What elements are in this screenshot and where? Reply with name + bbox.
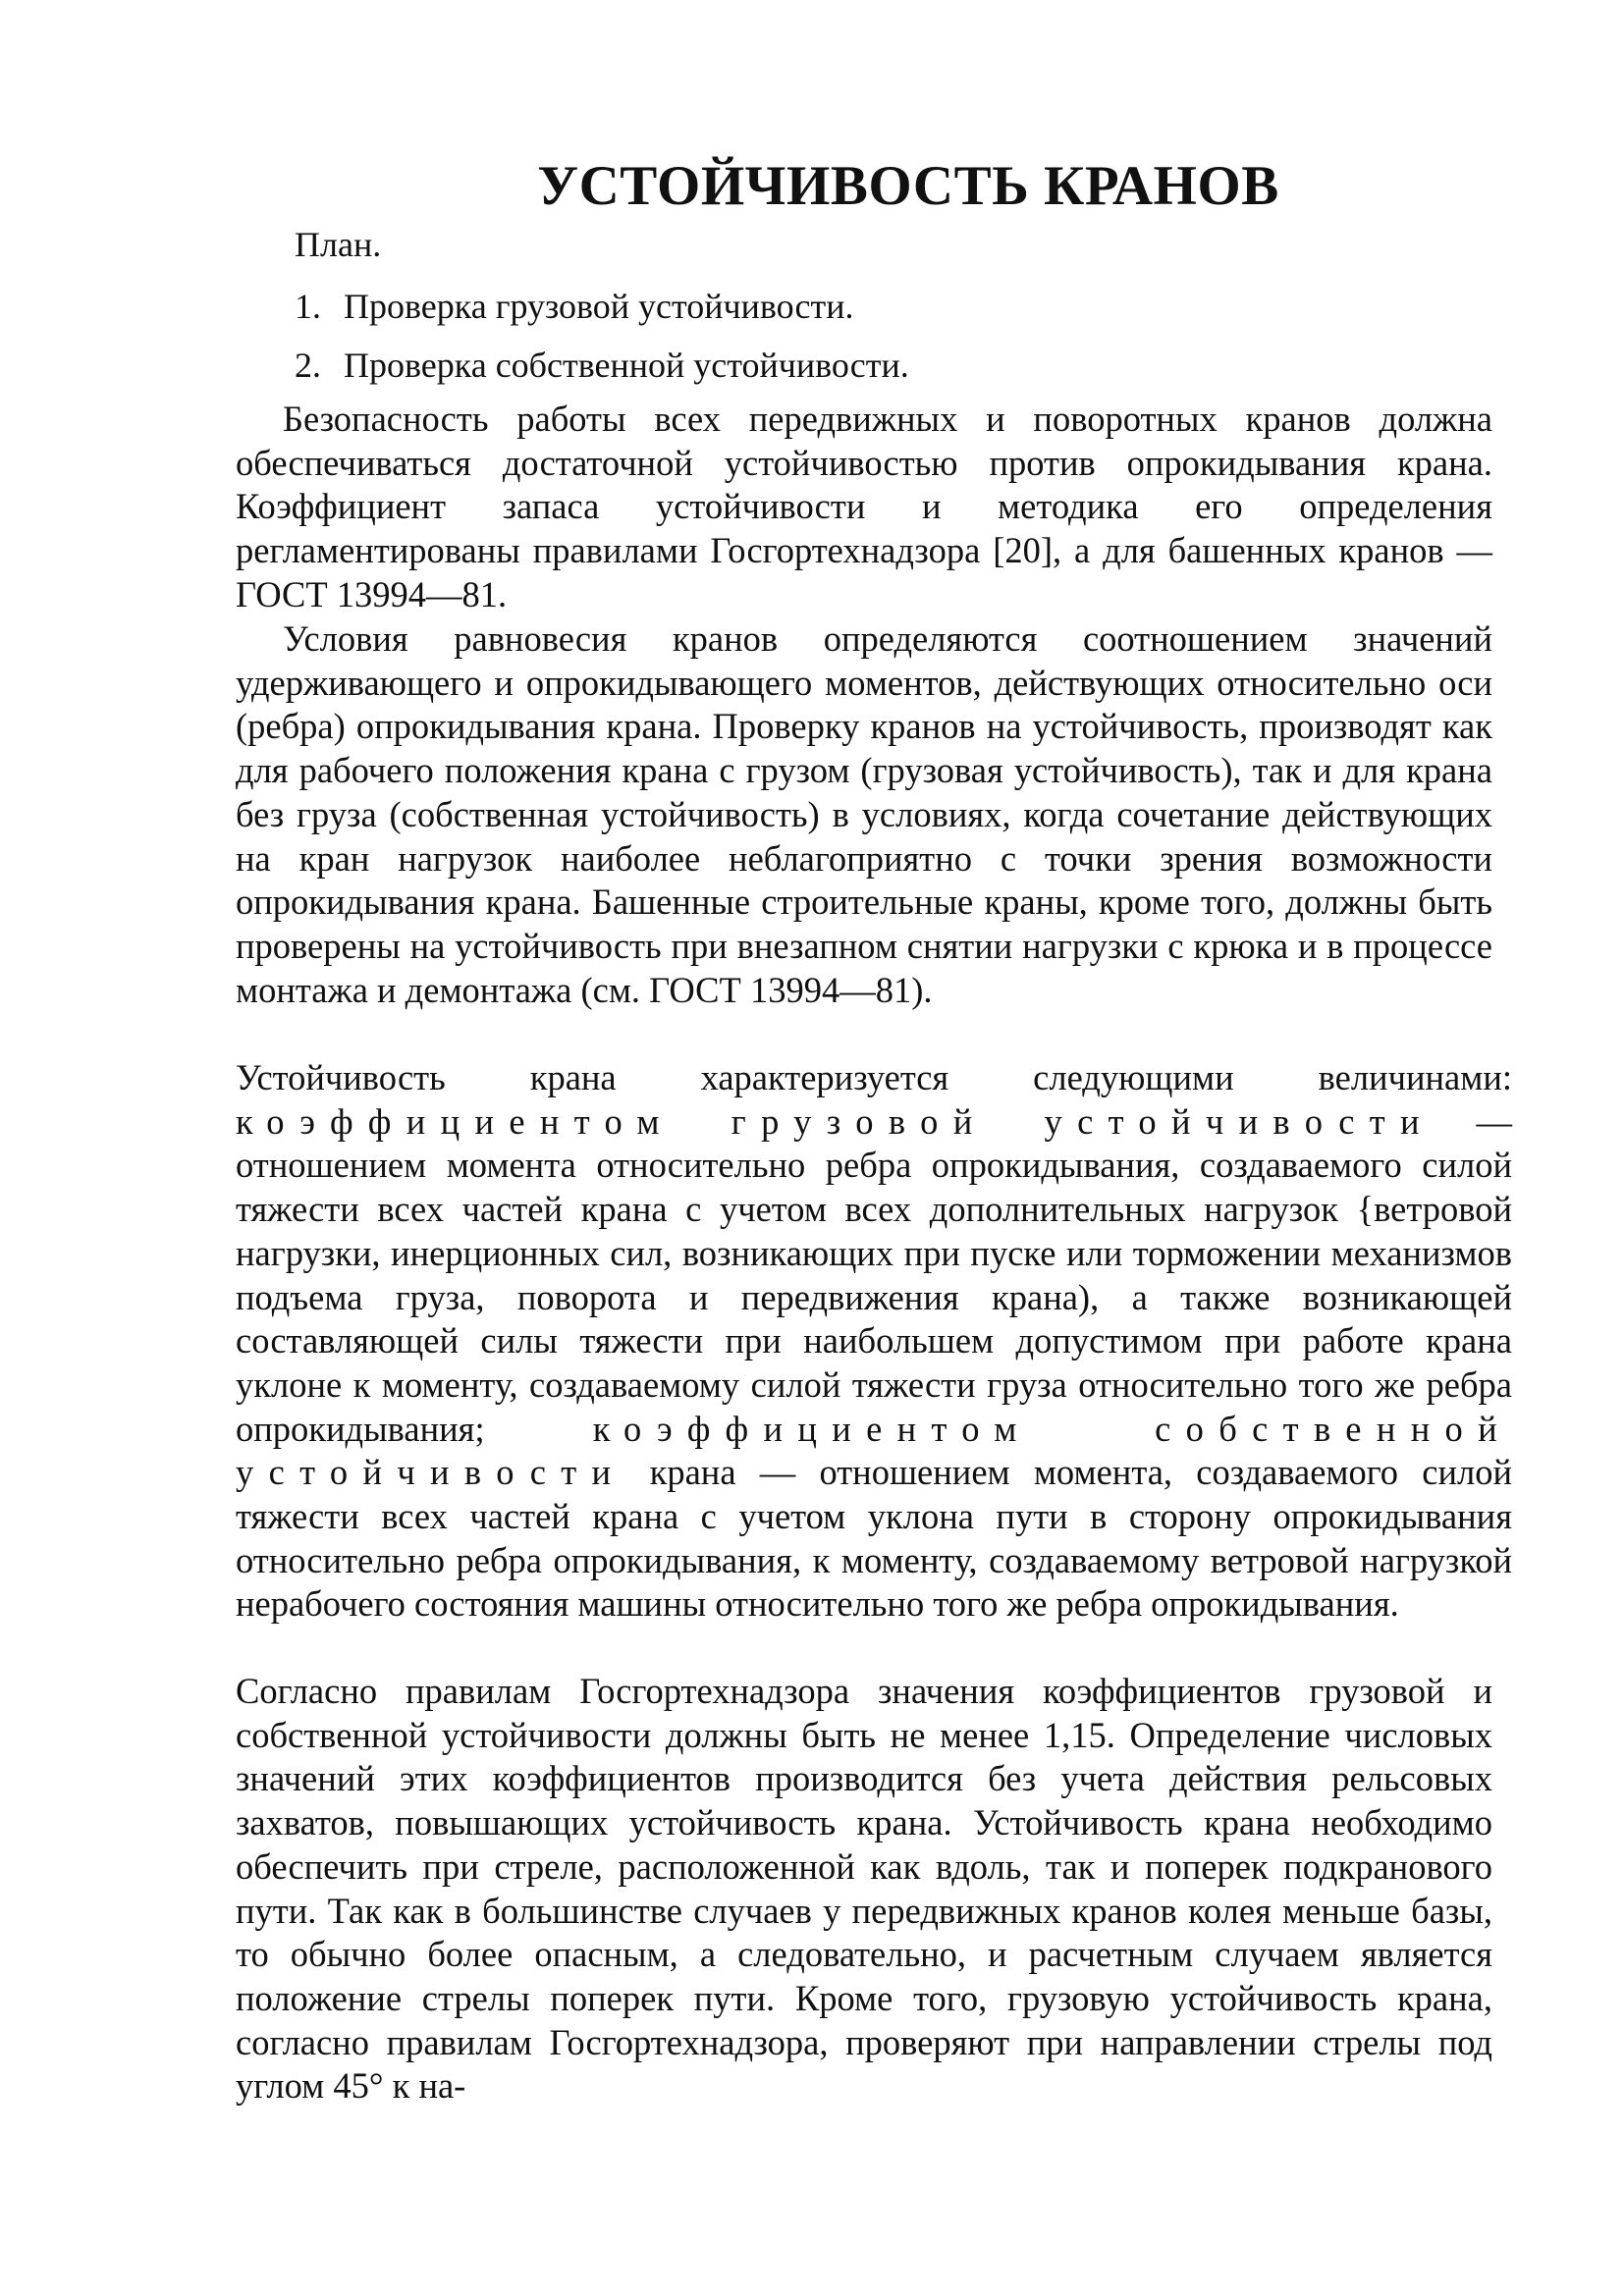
body-paragraph: Условия равновесия кранов определяются соотношением значений удерживающего и опрокидывающего моментов, действующих относительно оси (ребра) опрокидывания крана. Проверку кранов на устойчивость, производят как для рабочего положения крана с грузом (грузовая устойчивость), так и для крана без груза (собственная устойчивость) в условиях, когда сочетание действующих на кран нагрузок наиболее неблагоприятно с точки зрения возможности опрокидывания крана. Башенные строительные краны, кроме того, должны быть проверены на устойчивость при внезапном снятии нагрузки с крюка и в процессе монтажа и демонтажа (см. ГОСТ 13994—81). [236, 618, 1492, 1010]
plan-label: План. [295, 225, 382, 264]
body-paragraph: Согласно правилам Госгортехнадзора значения коэффициентов грузовой и собственной устойчивости должны быть не менее 1,15. Определение числовых значений этих коэффициентов производится без учета действия рельсовых захватов, повышающих устойчивость крана. Устойчивость крана необходимо обеспечить при стреле, расположенной как вдоль, так и поперек подкранового пути. Так как в большинстве случаев у передвижных кранов колея меньше базы, то обычно более опасным, а следовательно, и расчетным случаем является положение стрелы поперек пути. Кроме того, грузовую устойчивость крана, согласно правилам Госгортехнадзора, проверяют при направлении стрелы под углом 45° к на- [236, 1671, 1492, 2107]
plan-item [295, 279, 909, 338]
body-paragraph-definitions [236, 1056, 1512, 1627]
plan-list [295, 279, 909, 397]
emphasized-term: коэффициентом грузовой устойчивости [236, 1100, 1435, 1142]
plan-item-text: Проверка грузовой устойчивости. [344, 287, 854, 326]
plan-item [295, 338, 909, 397]
paragraph-text: — отношением момента относительно ребра опрокидывания, создаваемого силой тяжести всех частей крана с учетом всех дополнительных нагрузок {ветровой нагрузки, инерционных сил, возникающих при пуске или торможении механизмов подъема груза, поворота и передвижения крана), а также возникающей составляющей силы тяжести при наибольшем допустимом при работе крана уклоне к моменту, создаваемому силой тяжести груза относительно того же ребра опрокидывания; [236, 1100, 1512, 1449]
plan-item-number: 1. [295, 287, 321, 326]
plan-item-text: Проверка собственной устойчивости. [344, 346, 909, 385]
plan-item-number: 2. [295, 346, 321, 385]
paragraph-lead: Устойчивость крана характеризуется следующими величинами: [236, 1057, 1512, 1097]
paragraph-text: крана — отношением момента, создаваемого силой тяжести всех частей крана с учетом уклона пути в сторону опрокидывания относительно ребра опрокидывания, к моменту, создаваемому ветровой нагрузкой нерабочего состояния машины относительно того же ребра опрокидывания. [236, 1452, 1512, 1625]
body-paragraph: Безопасность работы всех передвижных и поворотных кранов должна обеспечиваться достаточной устойчивостью против опрокидывания крана. Коэффициент запаса устойчивости и методика его определения регламентированы правилами Госгортехнадзора [20], а для башенных кранов — ГОСТ 13994—81. [236, 399, 1492, 614]
emphasized-term: коэффициентом собственной устойчивости [236, 1408, 1512, 1493]
page-title: УСТОЙЧИВОСТЬ КРАНОВ [537, 155, 1279, 217]
